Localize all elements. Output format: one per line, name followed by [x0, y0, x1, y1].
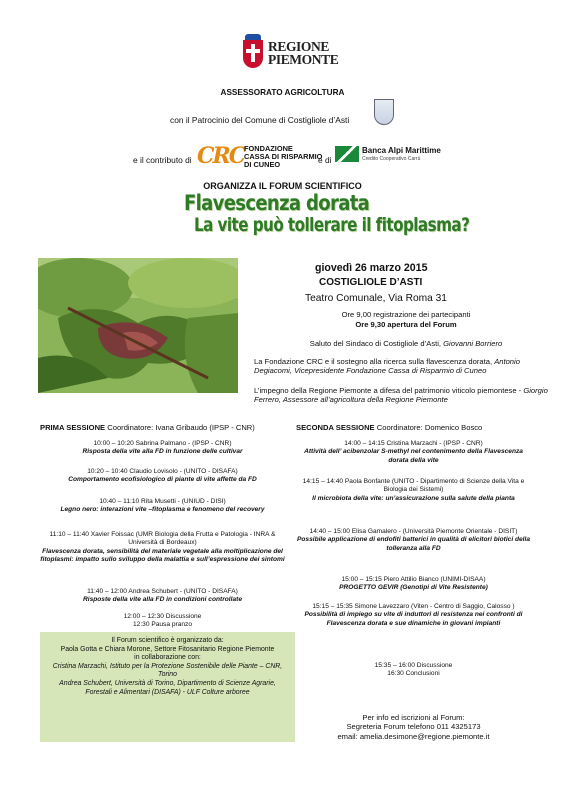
session2-coordinator: Coordinatore: Domenico Bosco [374, 423, 483, 432]
info-block [296, 713, 531, 741]
talk-title: Attività dell’ acibenzolar S-methyl nel contenimento della Flavescenza dorata della vite [304, 448, 523, 464]
s1-talk-1 [40, 440, 285, 457]
session1-header [40, 423, 285, 432]
talk-title: Risposte della vite alla FD in condizioni controllate [82, 596, 242, 604]
bam-name: Banca Alpi Marittime [362, 146, 441, 155]
s2-discussion: 15:35 – 16:00 Discussione [374, 662, 453, 669]
talk-title: Flavescenza dorata, sensibilità del materiale vegetale alla moltiplicazione del fitoplasmi: impatto sullo sviluppo della malattia e sull’espressione dei sintomi [40, 547, 285, 564]
talk-time: 10:00 – 10:20 Sabrina Palmano - (IPSP - CNR) [93, 440, 232, 447]
session1-label: PRIMA SESSIONE [40, 423, 106, 432]
info-heading: Per info ed iscrizioni al Forum: [362, 713, 465, 722]
patrocinio-text: con il Patrocinio del Comune di Costigliole d’Asti [170, 115, 350, 125]
organizza-heading: ORGANIZZA IL FORUM SCIENTIFICO [203, 181, 362, 191]
s2-talk-4 [296, 576, 531, 593]
crc-name-line3: DI CUNEO [244, 160, 281, 170]
assessorato: ASSESSORATO AGRICOLTURA [220, 88, 345, 97]
bam-subtitle: Credito Cooperativo Carrù [362, 156, 421, 162]
intervento-regione [254, 386, 565, 405]
contributo-text: e il contributo di [133, 155, 192, 165]
regione-shield-icon [243, 40, 263, 68]
intervento-crc [254, 357, 559, 376]
event-venue: Teatro Comunale, Via Roma 31 [305, 293, 447, 304]
saluto-speaker: Giovanni Borriero [443, 339, 503, 348]
organizers-intro: Il Forum scientifico è organizzato da: [111, 637, 224, 644]
saluto-sindaco [246, 339, 565, 348]
banca-alpi-marittime-icon [335, 146, 359, 162]
e-di-text: e di [318, 155, 332, 165]
s1-lunch: 12:30 Pausa pranzo [132, 621, 193, 629]
talk-time: 11:10 – 11:40 Xavier Foissac (UMR Biologia della Frutta e Patologia - INRA & Università di Bordeaux) [49, 531, 276, 547]
organizers-collab-1: Cristina Marzachi, Istituto per la Protezione Sostenibile delle Piante – CNR, Torino [52, 662, 283, 679]
organizers-box [40, 632, 295, 742]
talk-title: Comportamento ecofisiologico di piante di vite affette da FD [68, 476, 257, 484]
talk-time: 15:00 – 15:15 Piero Attilio Bianco (UNIMI-DISAA) [341, 576, 486, 583]
crc-talk-speaker: Antonio Degiacomi, Vicepresidente Fondazione Cassa di Risparmio di Cuneo [254, 357, 520, 376]
talk-time: 14:00 – 14:15 Cristina Marzachi - (IPSP - CNR) [344, 440, 483, 447]
title-flavescenza-dorata: Flavescenza dorata [184, 191, 370, 215]
organizers-collab-label: in collaborazione con: [134, 654, 201, 662]
talk-title: Legno nero: interazioni vite –fitoplasma e fenomeno del recovery [60, 506, 265, 514]
s1-discussion: 12:00 – 12:30 Discussione [123, 613, 202, 620]
organizers-collab-2: Andrea Schubert, Università di Torino, Dipartimento di Scienze Agrarie, Forestali e Alimentari (DISAFA) - ULF Colture arboree [59, 679, 276, 696]
info-email[interactable]: email: amelia.desimone@regione.piemonte.it [337, 731, 490, 741]
talk-time: 10:40 – 11:10 Rita Musetti - (UNIUD - DISI) [99, 498, 226, 505]
regione-talk-speaker: Giorgio Ferrero, Assessore all’agricoltura della Regione Piemonte [254, 386, 548, 405]
crc-talk-text: La Fondazione CRC e il sostegno alla ricerca sulla flavescenza dorata, [254, 357, 495, 366]
session1-coordinator: Coordinatore: Ivana Gribaudo (IPSP - CNR) [105, 423, 255, 432]
talk-title: PROGETTO GEVIR (Genotipi di Vite Resistente) [339, 584, 488, 592]
vine-leaf-photo [38, 258, 238, 393]
talk-time: 15:15 – 15:35 Simone Lavezzaro (Viten - Centro di Saggio, Calosso ) [312, 603, 515, 610]
talk-title: Risposta della vite alla FD in funzione delle cultivar [82, 448, 243, 456]
session2-header [296, 423, 531, 432]
s2-talk-5 [296, 603, 531, 628]
regione-piemonte-logo [243, 39, 339, 80]
crc-mark: CRC [197, 143, 245, 169]
banca-alpi-marittime-logo [335, 143, 450, 171]
fondazione-crc-logo [197, 143, 337, 171]
event-date: giovedì 26 marzo 2015 [315, 262, 428, 274]
logo-text-regione: REGIONE [268, 39, 329, 54]
talk-time: 14:40 – 15:00 Elisa Gamalero - (Università Piemonte Orientale - DISIT) [309, 528, 518, 535]
saluto-text: Saluto del Sindaco di Costigliole d’Asti, [309, 339, 444, 348]
costigliole-coat-of-arms-icon [374, 99, 394, 125]
s2-talk-2 [296, 478, 531, 503]
event-city: COSTIGLIOLE D’ASTI [319, 277, 423, 288]
s2-conclusions: 16:30 Conclusioni [387, 670, 440, 678]
session2-label: SECONDA SESSIONE [296, 423, 375, 432]
talk-time: 10:20 – 10:40 Claudio Lovisolo - (UNITO - DISAFA) [87, 468, 238, 475]
talk-time: 11:40 – 12:00 Andrea Schubert - (UNITO - DISAFA) [87, 588, 238, 595]
talk-title: Possibile applicazione di endofiti batterici in qualità di elicitori biotici della tolleranza alla FD [296, 536, 531, 552]
s1-talk-3 [40, 498, 285, 515]
s1-talk-4 [40, 531, 285, 565]
talk-time: 14:15 – 14:40 Paola Bonfante (UNITO - Dipartimento di Scienze della Vita e Biologia dei Sistemi) [302, 478, 525, 494]
logo-text-piemonte: PIEMONTE [268, 52, 339, 67]
s2-talk-1 [296, 440, 531, 465]
opening-time: Ore 9,30 apertura del Forum [355, 320, 457, 329]
subtitle-question: La vite può tollerare il fitoplasma? [194, 214, 470, 236]
info-phone: Segreteria Forum telefono 011 4325173 [346, 722, 481, 732]
talk-title: Il microbiota della vite: un’assicurazione sulla salute della pianta [312, 494, 515, 502]
regione-talk-text: L’impegno della Regione Piemonte a difesa del patrimonio viticolo piemontese - [254, 386, 524, 395]
s2-closing [296, 662, 531, 679]
organizers-main: Paola Gotta e Chiara Morone, Settore Fitosanitario Regione Piemonte [60, 645, 275, 653]
crc-name-line2: CASSA DI RISPARMIO [244, 152, 323, 162]
crc-name-line1: FONDAZIONE [244, 144, 293, 153]
s1-closing [40, 613, 285, 630]
s1-talk-2 [40, 468, 285, 485]
crc-name [244, 145, 322, 170]
talk-title: Possibilità di impiego su vite di induttori di resistenza nei confronti di Flavescenza dorata e sue dinamiche in giovani impianti [304, 611, 523, 627]
registration-time: Ore 9,00 registrazione dei partecipanti [341, 310, 471, 319]
s2-talk-3 [296, 528, 531, 553]
s1-talk-5 [40, 588, 285, 605]
